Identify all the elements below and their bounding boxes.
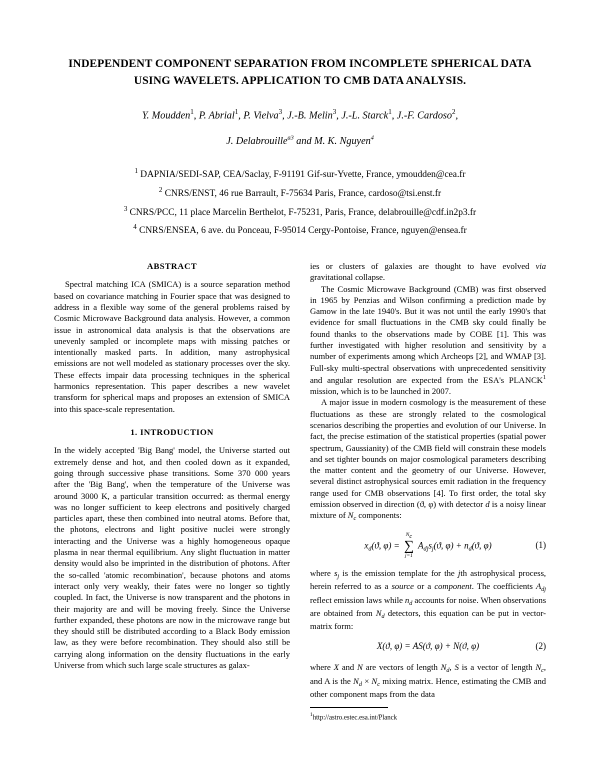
page-title: INDEPENDENT COMPONENT SEPARATION FROM INCOMPLETE SPHERICAL DATA USING WAVELETS. APPLICATION TO CMB DATA ANALYSIS. <box>68 58 532 87</box>
equation-1-body: $x_d(ϑ$, φ) = $N_c$ ∑ j=1 $A_{dj}s_j(ϑ$, $\varphi) + n_d(ϑ$, φ) <box>364 531 492 559</box>
right-column <box>310 261 546 723</box>
right-paragraph-1: ies or clusters of galaxies are thought to have evolved via gravitational collapse. <box>310 260 546 283</box>
two-column-body <box>54 261 546 723</box>
left-column <box>54 261 290 723</box>
summation-symbol: $N_c$ ∑ j=1 <box>403 531 414 559</box>
right-paragraph-3: A major issue in modern cosmology is the measurement of these fluctuations as these are strongly related to the cosmological scenarios describing the properties and evolution of our Universe. In fact, the precise estimation of the statistical properties (spatial power spectrum, Gaussianity) of the CMB field will constrain these models and set tighter bounds on major cosmological parameters describing the matter content and the geometry of our Universe. However, several distinct astrophysical sources emit radiation in the frequency range used for CMB observations [4]. To first order, the total sky emission observed in direction (ϑ, φ) with detector d is a noisy linear mixture of $N_c$ components: <box>310 397 546 523</box>
equation-2-number: (2) <box>535 641 546 652</box>
abstract-heading: ABSTRACT <box>147 260 197 271</box>
equation-2 <box>310 641 546 653</box>
right-paragraph-5: where X and N are vectors of length $N_d$, S is a vector of length $N_c$, and A is the $N_d \times N_c$ mixing matrix. Hence, estimating the CMB and other component maps from the data <box>310 662 547 699</box>
author-list-line-1: Y. Moudden$^1$, P. Abrial$^1$, P. Vielva$^3$, J.-B. Melin$^3$, J.-L. Starck$^1$, J.-F. Cardoso$^2$, <box>141 108 459 122</box>
footnote-divider <box>310 707 388 708</box>
footnote-1: $^1$http://astro.estec.esa.int/Planck <box>310 712 398 722</box>
affiliation-4: $^4$ CNRS/ENSEA, 6 ave. du Ponceau, F-95014 Cergy-Pontoise, France, nguyen@ensea.fr <box>133 223 467 237</box>
equation-1 <box>310 533 546 560</box>
right-paragraph-4: where $s_j$ is the emission template for the jth astrophysical process, herein referred to as a source or a component. The coefficients $A_{dj}$ reflect emission laws while $n_d$ accounts for noise. When observations are obtained from $N_d$ detectors, this equation can be put in vector-matrix form: <box>310 568 547 632</box>
affiliation-2: $^2$ CNRS/ENST, 46 rue Barrault, F-75634 Paris, France, cardoso@tsi.enst.fr <box>158 185 442 199</box>
right-paragraph-2: The Cosmic Microwave Background (CMB) was first observed in 1965 by Penzias and Wilson confirming a prediction made by Gamow in the late 1940's. But it was not until the early 1990's that evidence for small fluctuations in the CMB sky could finally be found thanks to the observations made by COBE [1]. This was further investigated with higher resolution and sensitivity by a number of experiments among which Archeops [2], and WMAP [3]. Full-sky multi-spectral observations with unprecedented sensitivity and angular resolution are expected from the ESA's PLANCK$^1$ mission, which is to be launched in 2007. <box>310 283 546 397</box>
equation-2-body: X(ϑ, φ) = AS(ϑ, φ) + N(ϑ, φ) <box>376 641 480 652</box>
abstract-text: Spectral matching ICA (SMICA) is a source separation method based on covariance matching in Fourier space that was designed to address in a flexible way some of the general problems raised by Cosmic Microwave Background data analysis. However, a common issue in astronomical data analysis is that the observations are unevenly sampled or incomplete maps with missing patches or intentionally masked parts. In addition, many astrophysical emissions are not well modeled as stationary processes over the sky. These effects impair data processing techniques in the spherical harmonics representation. This paper describes a new wavelet transform for spherical maps and proposes an extension of SMICA into this space-scale representation. <box>54 279 290 414</box>
affiliation-1: $^1$ DAPNIA/SEDI-SAP, CEA/Saclay, F-91191 Gif-sur-Yvette, France, ymoudden@cea.fr <box>134 167 466 181</box>
affiliation-3: $^3$ CNRS/PCC, 11 place Marcelin Berthelot, F-75231, Paris, France, delabrouille@cdf.in2p3.fr <box>123 204 477 218</box>
introduction-paragraph-1: In the widely accepted 'Big Bang' model, the Universe started out extremely dense and hot, and then cooled down as it expanded, going through successive phase transitions. Some 370 000 years after the 'Big Bang', when the temperature of the Universe was around 3000 K, a particular transition occurred: as thermal energy was no longer sufficient to keep electrons and positively charged particles apart, these then combined into neutral atoms. Before that, the photons, electrons and light positive nuclei were strongly interacting and the Universe was a highly homogeneous opaque plasma in near thermal equilibrium. Any slight fluctuation in matter density would also be imprinted in the distribution of photons. After the so-called 'atomic recombination', because photons and atoms interact only very weakly, their fates were no longer so tightly coupled. In fact, the Universe is now transparent and the photons in their majority are and will be moving freely. Since the Universe further expanded, these photons are now in the microwave range but they should still be distributed according to a Black Body emission law, as they were before recombination. They should also still be carrying along information on the density fluctuations in the early Universe from which such large scale structures as galax- <box>54 445 290 670</box>
introduction-heading: 1. INTRODUCTION <box>130 426 214 437</box>
equation-1-number: (1) <box>535 539 546 550</box>
author-list-line-2: J. Delabrouille$^{a3}$ and M. K. Nguyen$^4$ <box>226 134 374 147</box>
